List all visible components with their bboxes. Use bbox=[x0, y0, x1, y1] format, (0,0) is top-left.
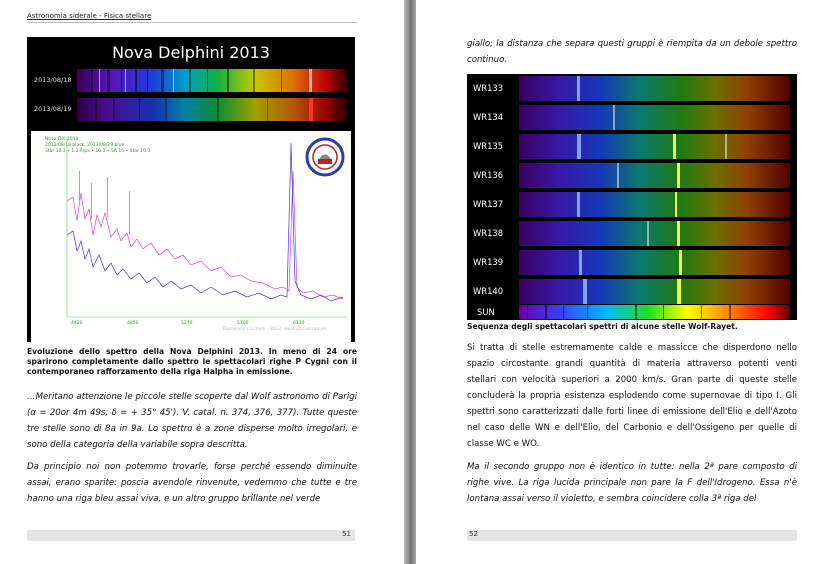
plot-legend-2: 2013/08/18 black, 2013/08/19 blue bbox=[45, 143, 125, 148]
plot-legend-3: Star 10.3 • 1.2 Å/px • 10.1 • SA 15 • Star 10.3 bbox=[45, 149, 151, 154]
image-credit: Domenico Licchelli - 2013, www.DLCosmos.eu bbox=[223, 327, 327, 332]
sun-label: SUN bbox=[477, 307, 495, 317]
figure-title: Nova Delphini 2013 bbox=[112, 43, 270, 62]
paragraph-second-group: Ma il secondo gruppo non è identico in tutte: nella 2ª pare composto di righe vive. La riga lucida principale non pare la F dell'Idrogeno. Essa n'è lontana assai verso il violetto, e sembra coincidere colla 3ª riga del bbox=[467, 462, 797, 504]
nova-delphini-figure bbox=[27, 37, 355, 342]
x-tick-4: 5700 bbox=[237, 321, 249, 326]
running-header: Astronomia siderale - Fisica stellare bbox=[27, 12, 152, 20]
wr-strips bbox=[519, 76, 790, 319]
x-tick-5: 6130 bbox=[293, 321, 305, 326]
page-number: 52 bbox=[469, 530, 478, 538]
wr-label-134: WR134 bbox=[473, 112, 504, 122]
wr-figure-caption: Sequenza degli spettacolari spettri di alcune stelle Wolf-Rayet. bbox=[467, 322, 738, 331]
left-page bbox=[0, 0, 404, 564]
x-tick-3: 5270 bbox=[181, 321, 193, 326]
paragraph-continued: giallo; la distanza che separa questi gruppi è riempita da un debole spettro continuo. bbox=[467, 39, 797, 65]
spectrum-date-1: 2013/08/18 bbox=[34, 76, 72, 84]
footer-bar bbox=[27, 530, 355, 541]
footer-bar bbox=[467, 530, 797, 541]
wr-label-139: WR139 bbox=[473, 257, 504, 267]
x-tick-2: 4850 bbox=[127, 321, 139, 326]
spectrum-strip-1 bbox=[77, 69, 347, 92]
plot-legend-1: Nova Del 2013 bbox=[45, 137, 79, 142]
x-tick-1: 4420 bbox=[71, 321, 83, 326]
wolf-rayet-spectra-figure bbox=[467, 74, 797, 320]
book-gutter bbox=[404, 0, 416, 564]
paragraph-wolf-rayet: Si tratta di stelle estremamente calde e massicce che disperdono nello spazio circostante grandi quantità di materia attraverso potenti venti stellari con velocità superiori a 2000 km/s. Gran parte di queste stelle concluderà la propria esistenza esplodendo come supernovae di tipo I. Gli spettri sono caratterizzati dalle forti linee di emissione dell'Elio e dell'Azoto nel caso delle WN e dell'Elio, del Carbonio e dell'Ossigeno per quelle di classe WC e WO. bbox=[467, 343, 797, 449]
wr-label-135: WR135 bbox=[473, 141, 504, 151]
wr-label-140: WR140 bbox=[473, 286, 504, 296]
figure-caption: Evoluzione dello spettro della Nova Delphini 2013. In meno di 24 ore sparirono completamente dallo spettro le spettacolari righe P Cygni con il contemporaneo rafforzamento della riga Halpha in emissione. bbox=[27, 347, 357, 376]
spectrum-strip-2 bbox=[77, 98, 347, 121]
paragraph-2: Da principio noi non potemmo trovarle, forse perché essendo diminuite assai, erano sparite: poscia avendole rinvenute, vedemmo che tutte e tre hanno una riga bleu assai viva, e un altro gruppo brillante nel verde bbox=[27, 462, 357, 504]
wr-label-138: WR138 bbox=[473, 228, 504, 238]
right-page bbox=[416, 0, 816, 564]
page-number: 51 bbox=[342, 530, 351, 538]
header-rule bbox=[27, 22, 357, 23]
wr-label-136: WR136 bbox=[473, 170, 504, 180]
wr-label-137: WR137 bbox=[473, 199, 504, 209]
wr-label-133: WR133 bbox=[473, 83, 504, 93]
spectrum-date-2: 2013/08/19 bbox=[34, 105, 72, 113]
observatory-logo bbox=[305, 137, 345, 177]
paragraph-1: …Meritano attenzione le piccole stelle scoperte dal Wolf astronomo di Parigi (α = 20or 4m 49s; δ = + 35° 45'). V. catal. n. 374, 376, 377). Tutte queste tre stelle sono di 8a in 9a. Lo spettro è a zone disperse molto irregolari, e sono della categoria della variabile sopra descritta. bbox=[27, 392, 357, 450]
